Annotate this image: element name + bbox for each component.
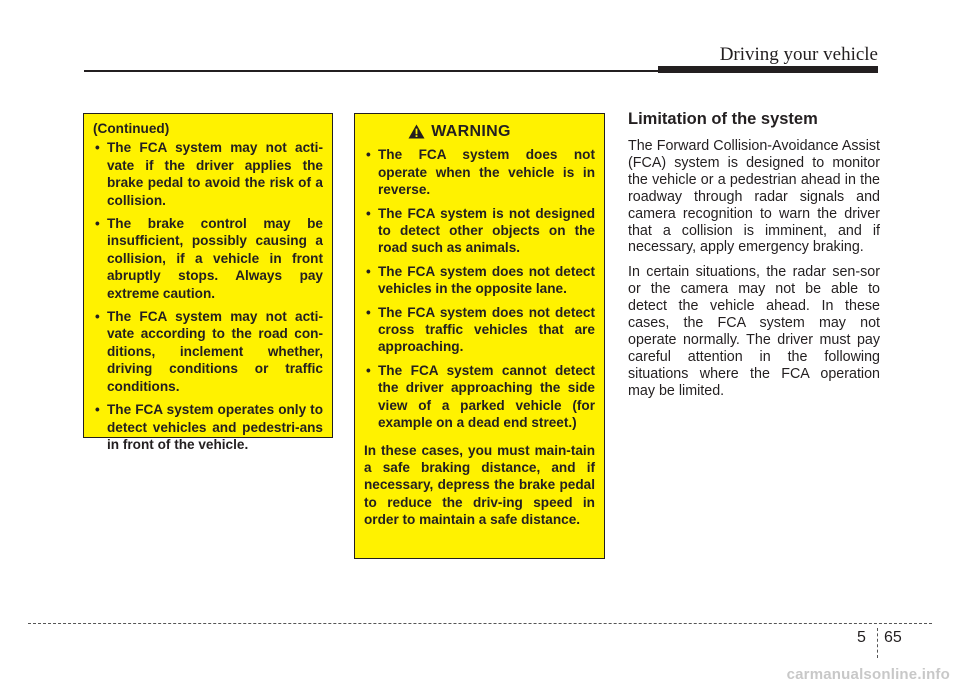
warning-bullet: • The FCA system cannot detect the driver approaching the side view of a parked vehicle (for example on a dead end street.) — [364, 362, 595, 432]
section-number: 5 — [857, 629, 866, 646]
continued-bullet: • The brake control may be insufficient, possibly causing a collision, if a vehicle in front abruptly stops. Always pay extreme caution. — [93, 215, 323, 302]
header-rule — [84, 70, 696, 72]
continued-heading: (Continued) — [93, 121, 170, 136]
continued-bullet: • The FCA system may not acti-vate if the driver applies the brake pedal to avoid the risk of a collision. — [93, 139, 323, 209]
warning-bullet: • The FCA system is not designed to detect other objects on the road such as animals. — [364, 205, 595, 257]
page-header-title: Driving your vehicle — [719, 44, 878, 65]
continued-bullet: • The FCA system operates only to detect vehicles and pedestri-ans in front of the vehicle. — [93, 401, 323, 453]
warning-title: WARNING — [431, 123, 511, 140]
continued-bullet: • The FCA system may not acti-vate according to the road con-ditions, inclement whether, driving conditions or traffic conditions. — [93, 308, 323, 395]
footer-rule — [28, 623, 932, 624]
header-rule-accent — [658, 66, 878, 73]
section-paragraph: The Forward Collision-Avoidance Assist (FCA) system is designed to monitor the vehicle or a pedestrian ahead in the roadway through radar signals and camera recognition to warn the driver that a collision is imminent, and if necessary, apply emergency braking. — [628, 138, 880, 256]
page-number: 65 — [884, 629, 902, 646]
section-paragraph: In certain situations, the radar sen-sor or the camera may not be able to detect the vehicle ahead. In these cases, the FCA system may not operate normally. The driver must pay careful attention in the following situations where the FCA operation may be limited. — [628, 264, 880, 399]
warning-bullet: • The FCA system does not operate when the vehicle is in reverse. — [364, 146, 595, 198]
warning-triangle-icon — [408, 124, 425, 139]
warning-bullet-list — [364, 146, 595, 431]
warning-bullet: • The FCA system does not detect vehicles in the opposite lane. — [364, 263, 595, 298]
warning-box — [354, 113, 605, 559]
warning-bullet: • The FCA system does not detect cross traffic vehicles that are approaching. — [364, 304, 595, 356]
section-title: Limitation of the system — [628, 110, 818, 128]
watermark: carmanualsonline.info — [786, 666, 950, 683]
continued-caution-box — [83, 113, 333, 452]
limitation-section — [628, 110, 880, 408]
continued-bullet-list — [93, 139, 323, 453]
warning-header — [364, 123, 595, 140]
warning-paragraph: In these cases, you must main-tain a safe braking distance, and if necessary, depress the brake pedal to reduce the driv-ing speed in order to maintain a safe distance. — [364, 442, 595, 528]
footer-separator — [877, 628, 878, 658]
